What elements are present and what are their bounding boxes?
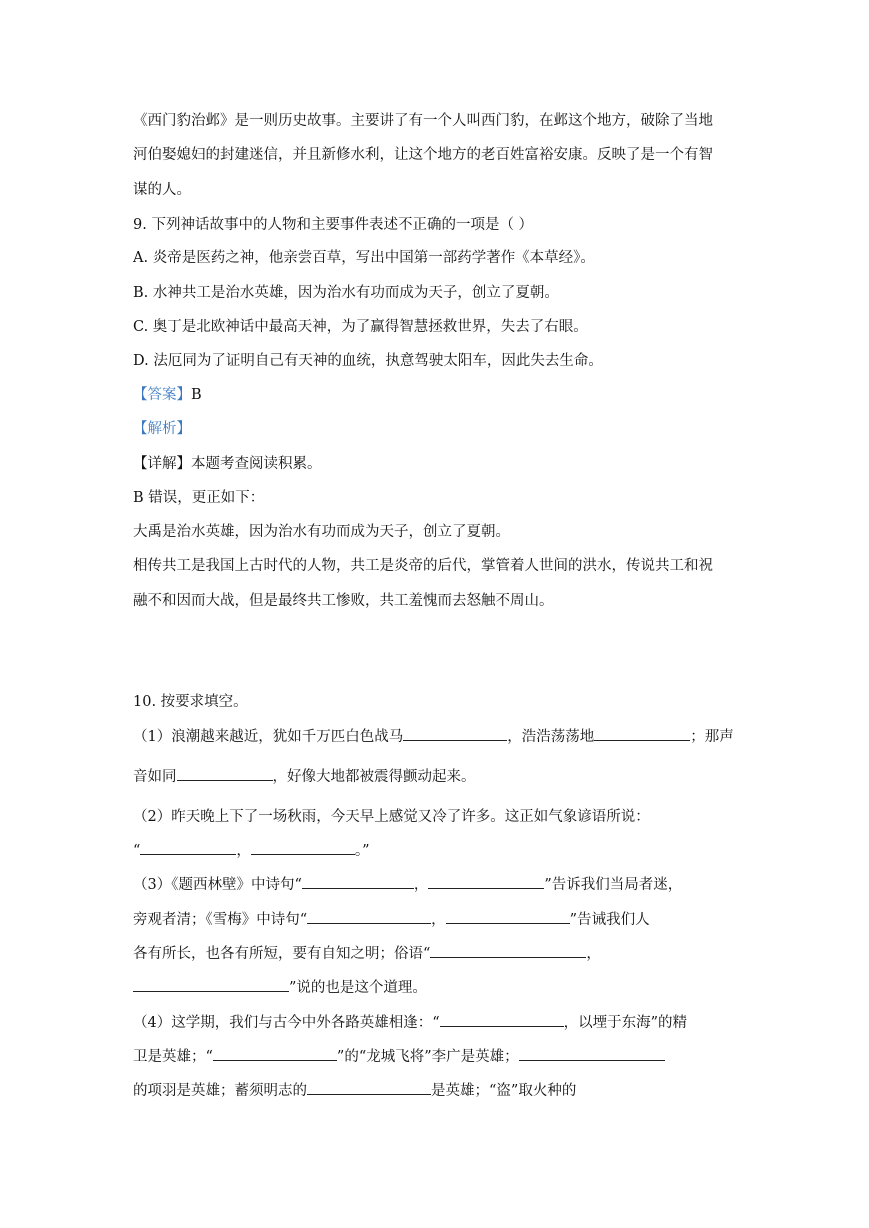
text-segment: ”的“龙城飞将”李广是英雄； [336, 1049, 519, 1065]
q9-explain-2: 大禹是治水英雄，因为治水有功而成为天子，创立了夏朝。 [133, 524, 510, 540]
text-segment: 的项羽是英雄；蓄须明志的 [133, 1083, 307, 1099]
text-segment: ，浩浩荡荡地 [507, 729, 595, 745]
fill-blank [428, 874, 544, 889]
q10-part1-line1 [133, 726, 734, 747]
text-segment: 。” [354, 843, 370, 859]
q10-part3-line1 [133, 874, 682, 895]
q9-option-a: A. 炎帝是医药之神，他亲尝百草，写出中国第一部药学著作《本草经》。 [133, 250, 595, 266]
q9-explain-1: B 错误，更正如下： [133, 490, 265, 506]
answer-value: B [191, 387, 202, 403]
text-segment: ， [586, 946, 601, 962]
text-segment: 是英雄；“盗”取火种的 [431, 1083, 577, 1099]
fill-blank [403, 726, 507, 741]
q9-option-c: C. 奥丁是北欧神话中最高天神，为了赢得智慧拯救世界，失去了右眼。 [133, 319, 588, 335]
q9-answer [133, 385, 202, 405]
fill-blank [140, 840, 236, 855]
fill-blank [213, 1046, 337, 1061]
q9-analysis-label [133, 419, 191, 439]
q10-stem: 10. 按要求填空。 [133, 694, 248, 710]
q9-option-d: D. 法厄同为了证明自己有天神的血统，执意驾驶太阳车，因此失去生命。 [133, 353, 603, 369]
q9-explain-4: 融不和因而大战，但是最终共工惨败，共工羞愧而去怒触不周山。 [133, 593, 554, 609]
text-segment: 旁观者清；《雪梅》中诗句“ [133, 912, 308, 928]
q10-part2-line1: （2）昨天晚上下了一场秋雨，今天早上感觉又冷了许多。这正如气象谚语所说： [133, 809, 650, 825]
text-segment: “ [133, 843, 141, 859]
fill-blank [519, 1046, 665, 1061]
text-segment: （3）《题西林壁》中诗句“ [133, 877, 302, 893]
text-segment: 各有所长，也各有所短，要有自知之明；俗语“ [133, 946, 431, 962]
analysis-label: 【解析】 [133, 421, 191, 437]
fill-blank [430, 943, 586, 958]
q9-option-b: B. 水神共工是治水英雄，因为治水有功而成为天子，创立了夏朝。 [133, 285, 559, 301]
text-segment: 卫是英雄；“ [133, 1049, 213, 1065]
text-segment: （4）这学期，我们与古今中外各路英雄相逢：“ [133, 1015, 440, 1031]
fill-blank [446, 909, 570, 924]
text-segment: ；那声 [690, 729, 734, 745]
fill-blank [440, 1012, 564, 1027]
text-segment: ”说的也是这个道理。 [289, 980, 427, 996]
fill-blank [594, 726, 690, 741]
q10-part4-line3 [133, 1080, 576, 1101]
text-segment: 音如同 [133, 769, 177, 785]
intro-line-1: 《西门豹治邺》是一则历史故事。主要讲了有一个人叫西门豹，在邺这个地方，破除了当地 [133, 113, 713, 129]
intro-line-3: 谋的人。 [133, 182, 191, 198]
q10-part2-line2 [133, 840, 370, 861]
q10-part3-line4 [133, 977, 427, 998]
text-segment: ”告诫我们人 [569, 912, 650, 928]
text-segment: ， [413, 877, 429, 893]
text-segment: ，以堙于东海”的精 [563, 1015, 688, 1031]
q9-stem: 9. 下列神话故事中的人物和主要事件表述不正确的一项是（ ） [133, 217, 534, 233]
intro-line-2: 河伯娶媳妇的封建迷信，并且新修水利，让这个地方的老百姓富裕安康。反映了是一个有智 [133, 147, 713, 163]
text-segment: ，好像大地都被震得颤动起来。 [272, 769, 476, 785]
q9-explain-3: 相传共工是我国上古时代的人物，共工是炎帝的后代，掌管着人世间的洪水，传说共工和祝 [133, 558, 713, 574]
text-segment: ， [431, 912, 446, 928]
fill-blank [302, 874, 414, 889]
text-segment: ”告诉我们当局者迷， [544, 877, 683, 893]
fill-blank [133, 977, 289, 992]
q10-part3-line3 [133, 943, 601, 964]
fill-blank [177, 766, 273, 781]
answer-label: 【答案】 [133, 387, 191, 403]
text-segment: ， [236, 843, 251, 859]
text-segment: （1）浪潮越来越近，犹如千万匹白色战马 [133, 729, 404, 745]
fill-blank [307, 1080, 431, 1095]
q10-part3-line2 [133, 909, 650, 930]
q10-part1-line2 [133, 766, 476, 787]
fill-blank [307, 909, 431, 924]
q9-detail: 【详解】本题考查阅读积累。 [133, 456, 322, 472]
q10-part4-line1 [133, 1012, 687, 1033]
q10-part4-line2 [133, 1046, 665, 1067]
fill-blank [251, 840, 355, 855]
